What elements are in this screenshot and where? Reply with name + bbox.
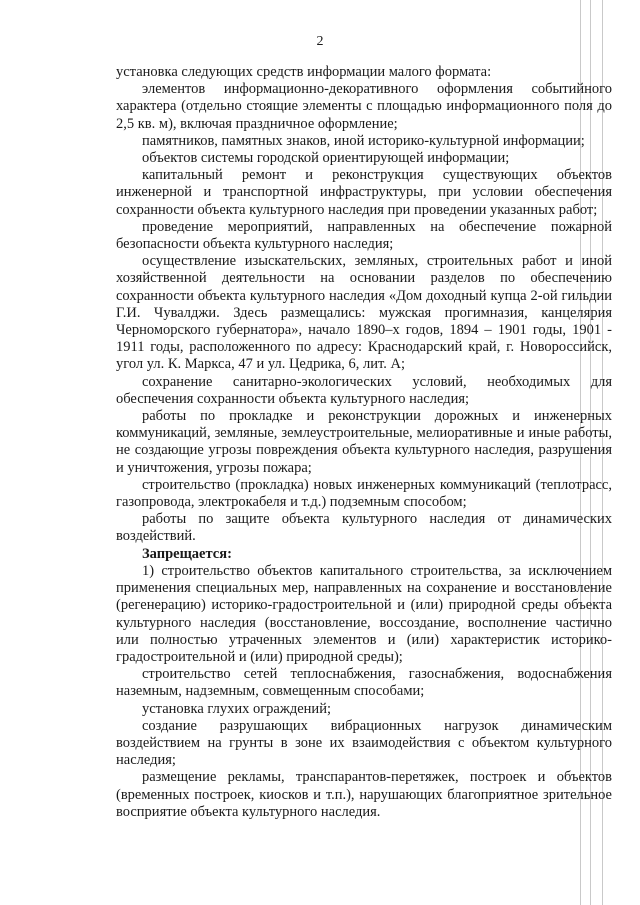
paragraph: памятников, памятных знаков, иной историко-культурной информации; [142,132,585,149]
document-body [116,64,612,821]
paragraph: строительство (прокладка) новых инженерных коммуникаций (теплотрасс, газопровода, электрокабеля и т.д.) подземным способом; [116,476,612,511]
paragraph: осуществление изыскательских, земляных, строительных работ и иной хозяйственной деятельности на основании разделов по обеспечению сохранности объекта культурного наследия «Дом доходный купца 2-ой гильдии Г.И. Чувалджи. Здесь размещались: мужская прогимназия, канцелярия Черноморского губернатора», начало 1890–х годов, 1894 – 1901 годы, 1901 - 1911 годы, расположенного по адресу: Краснодарский край, г. Новороссийск, угол ул. К. Маркса, 47 и ул. Цедрика, 6, лит. А; [116,253,612,373]
paragraph: создание разрушающих вибрационных нагрузок динамическим воздействием на грунты в зоне их взаимодействия с объектом культурного наследия; [116,717,612,769]
paragraph: сохранение санитарно-экологических условий, необходимых для обеспечения сохранности объекта культурного наследия; [116,373,612,407]
paragraph: установка глухих ограждений; [142,700,331,717]
page-number: 2 [316,34,324,49]
paragraph: объектов системы городской ориентирующей информации; [142,150,510,167]
paragraph: строительство сетей теплоснабжения, газоснабжения, водоснабжения наземным, надземным, совмещенным способами; [116,666,612,700]
paragraph: работы по защите объекта культурного наследия от динамических воздействий. [116,511,612,545]
paragraph: капитальный ремонт и реконструкция существующих объектов инженерной и транспортной инфраструктуры, при условии обеспечения сохранности объекта культурного наследия при проведении указанных работ; [116,167,612,218]
paragraph: проведение мероприятий, направленных на обеспечение пожарной безопасности объекта культурного наследия; [116,218,612,253]
paragraph: 1) строительство объектов капитального строительства, за исключением применения специальных мер, направленных на сохранение и восстановление (регенерацию) историко-градостроительной и (или) природной среды объекта культурного наследия (восстановление, воссоздание, восполнение частично или полностью утраченных элементов и (или) характеристик историко-градостроительной и (или) природной среды); [116,562,612,665]
paragraph: элементов информационно-декоративного оформления событийного характера (отдельно стоящие элементы с площадью информационного поля до 2,5 кв. м), включая праздничное оформление; [116,81,612,132]
paragraph: размещение рекламы, транспарантов-перетяжек, построек и объектов (временных построек, киосков и т.п.), нарушающих благоприятное зрительное восприятие объекта культурного наследия. [116,769,612,820]
section-heading: Запрещается: [142,545,232,562]
paragraph: работы по прокладке и реконструкции дорожных и инженерных коммуникаций, земляные, землеустроительные, мелиоративные и иные работы, не создающие угрозы повреждения объекта культурного наследия, разрушения и уничтожения, угрозы пожара; [116,408,612,476]
paragraph: установка следующих средств информации малого формата: [116,64,492,80]
